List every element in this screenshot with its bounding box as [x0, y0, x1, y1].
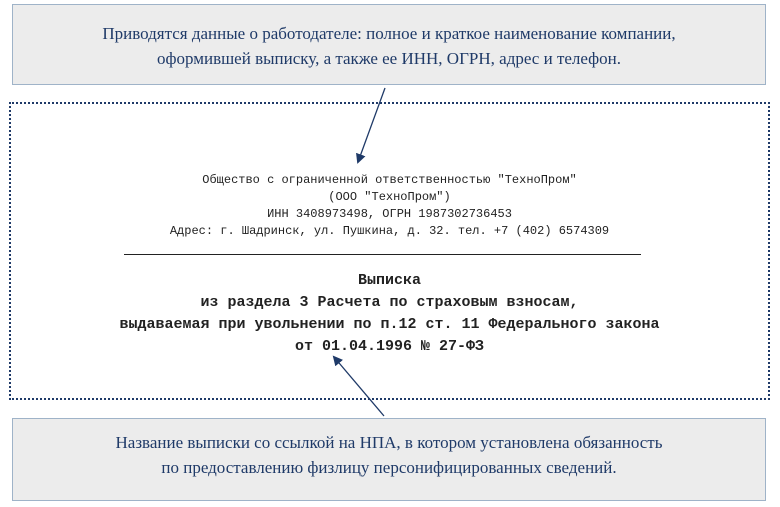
title-line: выдаваемая при увольнении по п.12 ст. 11 Федерального закона: [119, 316, 660, 333]
title-line: от 01.04.1996 № 27-ФЗ: [294, 338, 485, 355]
employer-header: [11, 172, 768, 240]
employer-info-callout: [12, 4, 766, 85]
title-line: из раздела 3 Расчета по страховым взносам,: [200, 294, 579, 311]
title-line: Выписка: [357, 272, 421, 289]
title-explanation-callout: [12, 418, 766, 501]
callout-text-line: по предоставлению физлицу персонифицированных сведений.: [161, 458, 617, 477]
document-excerpt-frame: [9, 102, 770, 400]
company-address-phone: Адрес: г. Шадринск, ул. Пушкина, д. 32. тел. +7 (402) 6574309: [169, 224, 610, 238]
header-divider: [124, 254, 641, 255]
company-short-name: (ООО "ТехноПром"): [328, 190, 451, 204]
callout-text-line: оформившей выписку, а также ее ИНН, ОГРН, адрес и телефон.: [156, 49, 622, 68]
company-inn-ogrn: ИНН 3408973498, ОГРН 1987302736453: [267, 207, 512, 221]
company-full-name: Общество с ограниченной ответственностью "ТехноПром": [202, 173, 577, 187]
callout-text-line: Приводятся данные о работодателе: полное и краткое наименование компании,: [102, 24, 676, 43]
document-title: [11, 270, 768, 358]
callout-text-line: Название выписки со ссылкой на НПА, в котором установлена обязанность: [115, 433, 663, 452]
